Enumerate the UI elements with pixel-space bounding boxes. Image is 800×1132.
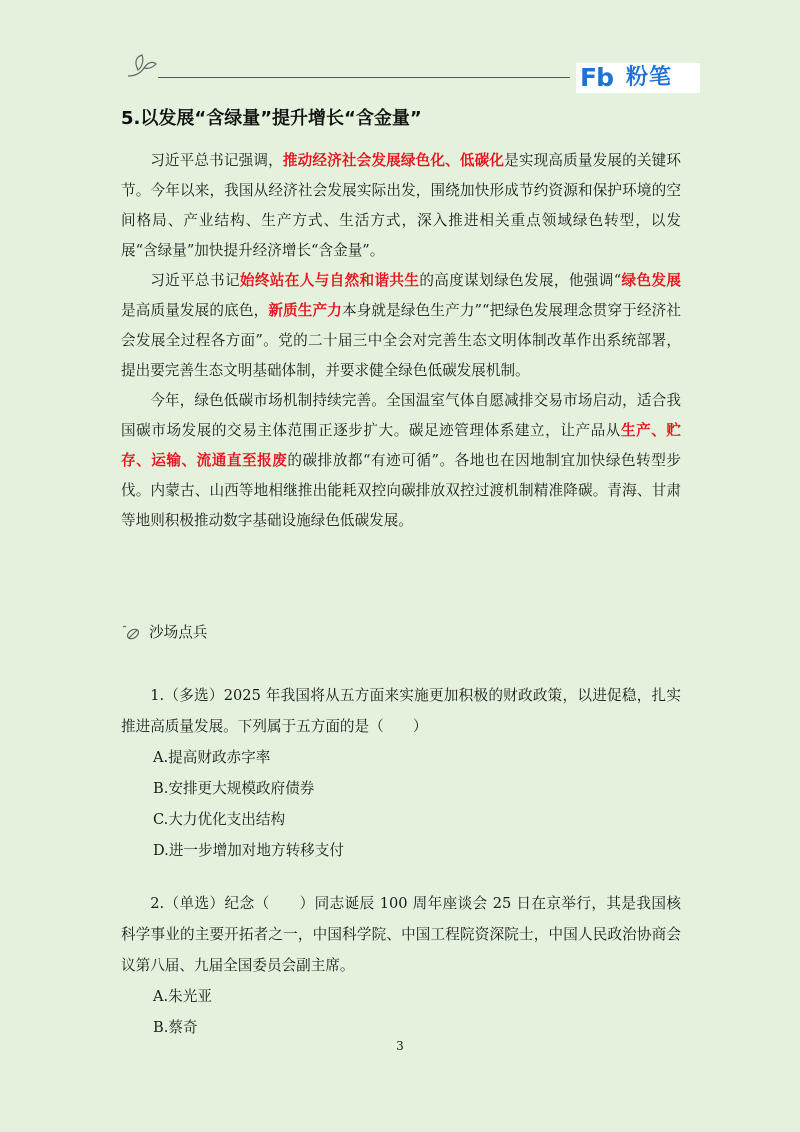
text-segment: 习近平总书记 [150,272,240,289]
logo-text: 粉笔 [626,65,673,90]
text-segment: 今年，绿色低碳市场机制持续完善。全国温室气体自愿减排交易市场启动，适合我国碳市场发展的交易主体范围正逐步扩大。碳足迹管理体系建立，让产品从 [121,392,681,439]
highlight-text: 生产、贮存、运输、流通直至报废 [121,422,681,469]
highlight-text: 推动经济社会发展绿色化、低碳化 [282,152,505,169]
text-segment: 是实现高质量发展的关键环节。今年以来，我国从经济社会发展实际出发，围绕加快形成节约资源和保护环境的空间格局、产业结构、生产方式、生活方式，深入推进相关重点领域绿色转型，以发展“含绿量”加快提升经济增长“含金量”。 [121,152,681,259]
options-list [121,742,681,866]
question-2 [121,888,681,1043]
text-segment: 的高度谋划绿色发展，他强调“ [419,272,622,289]
highlight-text: 新质生产力 [268,302,342,319]
page-header [0,0,800,100]
pencil-leaf-icon [121,624,141,642]
option-b: B.安排更大规模政府债券 [153,780,315,797]
option-b: B.蔡奇 [153,1019,198,1036]
option-a: A.朱光亚 [153,988,212,1005]
page-number: 3 [396,1039,404,1053]
paragraph [121,386,681,536]
paragraph [121,146,681,266]
sprout-leaf-icon [124,52,158,82]
question-1 [121,680,681,866]
question-stem: 1.（多选）2025 年我国将从五方面来实施更加积极的财政政策，以进促稳，扎实推进高质量发展。下列属于五方面的是（ ） [121,687,681,735]
header-rule [158,77,570,78]
article-body [121,146,681,536]
text-segment: 本身就是绿色生产力”“把绿色发展理念贯穿于经济社会发展全过程各方面”。党的二十届三中全会对完善生态文明体制改革作出系统部署，提出要完善生态文明基础体制，并要求健全绿色低碳发展机制。 [121,302,681,379]
brand-logo [576,63,700,93]
text-segment: 是高质量发展的底色， [121,302,269,319]
highlight-text: 绿色发展 [621,272,681,289]
text-segment: 的碳排放都“有迹可循”。各地也在因地制宜加快绿色转型步伐。内蒙古、山西等地相继推出能耗双控向碳排放双控过渡机制精准降碳。青海、甘肃等地则积极推动数字基础设施绿色低碳发展。 [121,452,681,529]
question-stem: 2.（单选）纪念（ ）同志诞辰 100 周年座谈会 25 日在京举行，其是我国核科学事业的主要开拓者之一，中国科学院、中国工程院资深院士，中国人民政治协商会议第八届、九届全国委员会副主席。 [121,895,681,974]
paragraph [121,266,681,386]
option-d: D.进一步增加对地方转移支付 [153,842,344,859]
highlight-text: 始终站在人与自然和谐共生 [239,272,420,289]
logo-mark: Fb [580,63,613,92]
options-list [121,981,681,1043]
option-c: C.大力优化支出结构 [153,811,286,828]
text-segment: 习近平总书记强调， [150,152,283,169]
section-title: 5.以发展“含绿量”提升增长“含金量” [121,108,422,129]
drill-label: 沙场点兵 [149,624,208,641]
option-a: A.提高财政赤字率 [153,749,271,766]
